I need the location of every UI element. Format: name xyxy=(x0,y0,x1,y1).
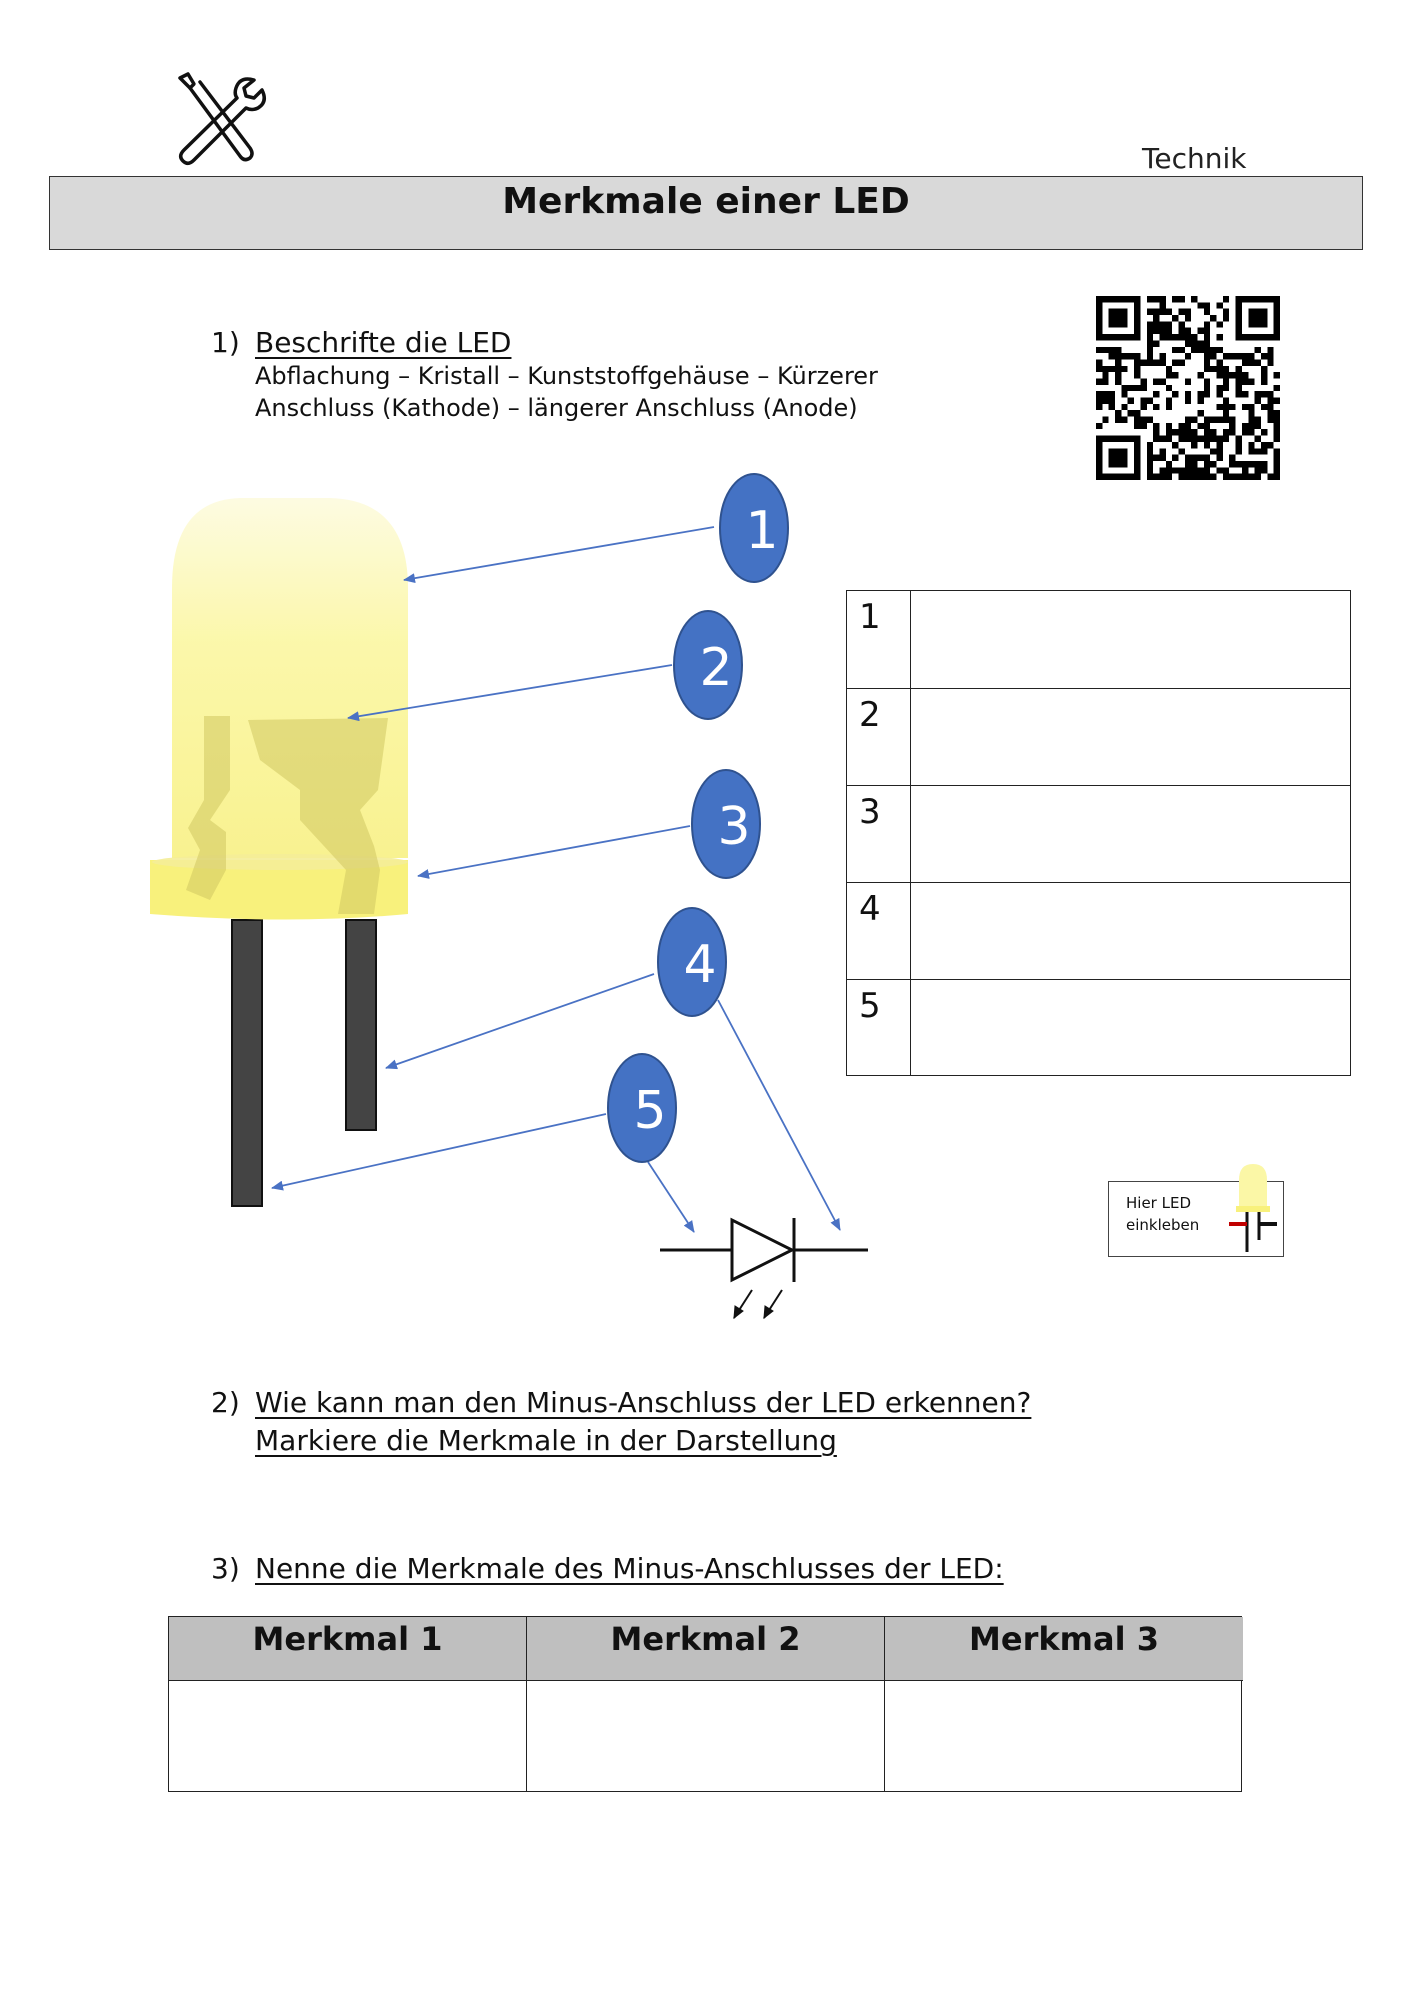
merkmal-header-3: Merkmal 3 xyxy=(885,1617,1243,1681)
task1-number: 1) xyxy=(211,326,240,359)
answer-row xyxy=(847,785,1350,882)
answer-row-number: 5 xyxy=(847,980,911,1076)
callout-5-label: 5 xyxy=(633,1081,667,1141)
answer-row xyxy=(847,688,1350,785)
callout-4-label: 4 xyxy=(683,935,717,995)
answer-field[interactable] xyxy=(911,786,1350,882)
callout-5 xyxy=(608,1054,676,1162)
answer-row xyxy=(847,591,1350,688)
callout-4 xyxy=(658,908,726,1016)
callout-3 xyxy=(692,770,760,878)
answer-row xyxy=(847,979,1350,1076)
lead-long xyxy=(232,920,262,1206)
answer-row-number: 3 xyxy=(847,786,911,882)
task3-title: Nenne die Merkmale des Minus-Anschlusses der LED: xyxy=(255,1552,1004,1585)
answer-field[interactable] xyxy=(911,591,1350,688)
callout-3-label: 3 xyxy=(717,797,751,857)
answer-field[interactable] xyxy=(911,689,1350,785)
task1-title: Beschrifte die LED xyxy=(255,326,512,359)
merkmal-header-2: Merkmal 2 xyxy=(527,1617,884,1681)
merkmal-column-2 xyxy=(527,1617,885,1791)
task2-title-line2: Markiere die Merkmale in der Darstellung xyxy=(255,1424,837,1457)
mini-led-icon xyxy=(1227,1160,1283,1252)
task2-number: 2) xyxy=(211,1386,240,1419)
callout-1 xyxy=(720,474,788,582)
merkmal-column-1 xyxy=(169,1617,527,1791)
answer-row-number: 1 xyxy=(847,591,911,688)
answer-field[interactable] xyxy=(911,883,1350,979)
callout-2 xyxy=(674,611,742,719)
merkmal-cell-2[interactable] xyxy=(527,1681,884,1791)
merkmal-cell-3[interactable] xyxy=(885,1681,1243,1791)
merkmal-table xyxy=(168,1616,1242,1792)
merkmal-cell-1[interactable] xyxy=(169,1681,526,1791)
sticker-line2: einkleben xyxy=(1126,1216,1200,1234)
answer-row-number: 4 xyxy=(847,883,911,979)
callout-2-label: 2 xyxy=(699,638,733,698)
task1-description-line1: Abflachung – Kristall – Kunststoffgehäuse – Kürzerer xyxy=(255,362,878,390)
subject-label: Technik xyxy=(1142,142,1247,175)
sticker-line1: Hier LED xyxy=(1126,1194,1191,1212)
sticker-text xyxy=(1126,1192,1199,1236)
answer-row-number: 2 xyxy=(847,689,911,785)
page-title: Merkmale einer LED xyxy=(502,181,910,222)
merkmal-column-3 xyxy=(885,1617,1243,1791)
lead-short xyxy=(346,920,376,1130)
answer-field[interactable] xyxy=(911,980,1350,1076)
task1-description-line2: Anschluss (Kathode) – längerer Anschluss (Anode) xyxy=(255,394,858,422)
task3-number: 3) xyxy=(211,1552,240,1585)
label-answer-table xyxy=(846,590,1351,1076)
merkmal-header-1: Merkmal 1 xyxy=(169,1617,526,1681)
task2-title-line1: Wie kann man den Minus-Anschluss der LED erkennen? xyxy=(255,1386,1032,1419)
led-sticker-box xyxy=(1108,1181,1284,1257)
callout-1-label: 1 xyxy=(745,501,779,561)
answer-row xyxy=(847,882,1350,979)
led-symbol xyxy=(660,1218,868,1318)
